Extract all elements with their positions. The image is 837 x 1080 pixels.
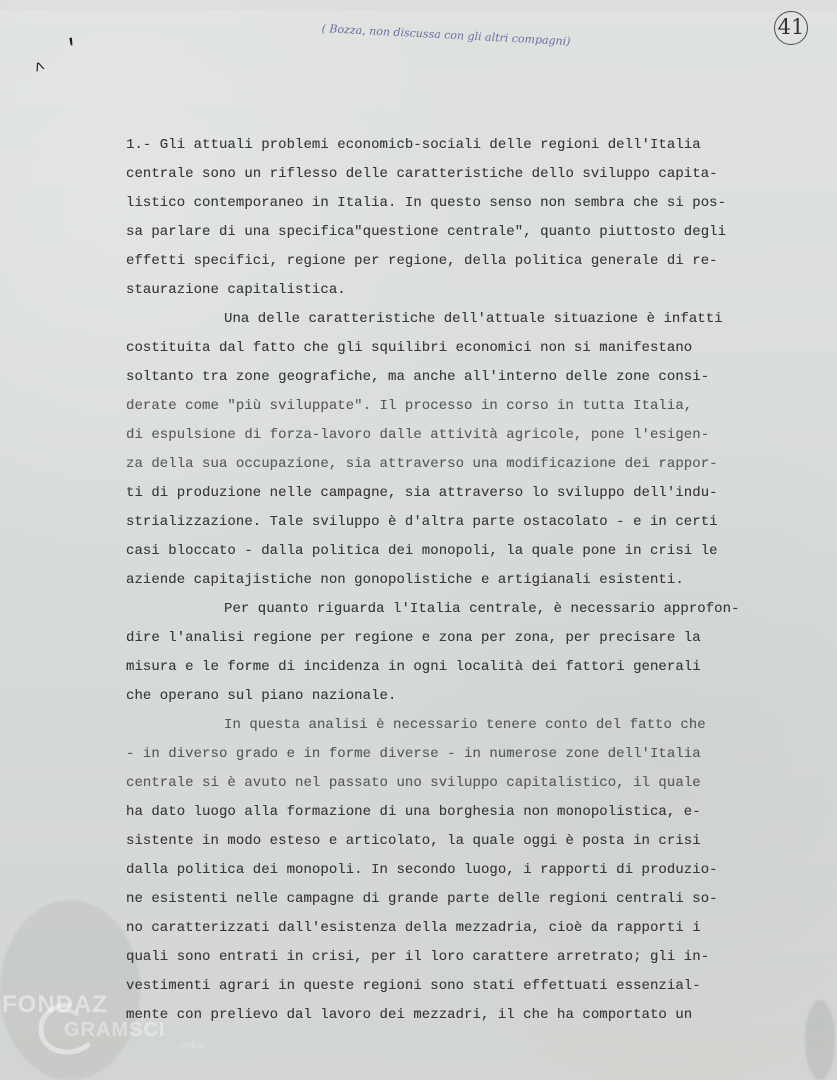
text-line-26: dalla politica dei monopoli. In secondo luogo, i rapporti di produzio- [126,862,718,878]
text-line-21: In questa analisi è necessario tenere conto del fatto che [224,717,706,733]
page-number-circle [774,11,808,45]
page-number: 41 [777,15,805,39]
text-line-5: effetti specifici, regione per regione, della politica generale di re- [126,253,718,269]
text-line-4: sa parlare di una specifica"questione centrale", quanto piuttosto degli [126,224,727,240]
text-line-1: 1.- Gli attuali problemi economicb-sociali delle regioni dell'Italia [126,137,701,153]
marginal-mark-left: ^ [31,58,49,82]
text-line-13: ti di produzione nelle campagne, sia attraverso lo sviluppo dell'indu- [126,485,718,501]
text-line-17: Per quanto riguarda l'Italia centrale, è necessario approfon- [224,601,740,617]
text-line-7: Una delle caratteristiche dell'attuale situazione è infatti [224,311,723,327]
text-line-25: sistente in modo esteso e articolato, la quale oggi è posta in crisi [126,833,701,849]
text-line-11: di espulsione di forza-lavoro dalle attività agricole, pone l'esigen- [126,427,710,443]
text-line-9: soltanto tra zone geografiche, ma anche all'interno delle zone consi- [126,369,710,385]
text-line-12: za della sua occupazione, sia attraverso una modificazione dei rappor- [126,456,718,472]
text-line-29: quali sono entrati in crisi, per il loro carattere arretrato; gli in- [126,949,710,965]
text-line-8: costituita dal fatto che gli squilibri economici non si manifestano [126,340,693,356]
text-line-14: strializzazione. Tale sviluppo è d'altra parte ostacolato - e in certi [126,514,718,530]
paper-shadow-left [0,900,140,1080]
text-line-24: ha dato luogo alla formazione di una borghesia non monopolistica, e- [126,804,701,820]
watermark-line-1: FONDAZ [2,991,108,1018]
paper-top-edge [0,0,837,10]
watermark-line-3: onlus [180,1040,204,1051]
text-line-10: derate come "più sviluppate". Il processo in corso in tutta Italia, [126,398,693,414]
text-line-20: che operano sul piano nazionale. [126,688,397,704]
text-line-6: staurazione capitalistica. [126,282,346,298]
text-line-2: centrale sono un riflesso delle caratteristiche dello sviluppo capita- [126,166,718,182]
text-line-22: - in diverso grado e in forme diverse - in numerose zone dell'Italia [126,746,701,762]
text-line-31: mente con prelievo dal lavoro dei mezzadri, il che ha comportato un [126,1007,693,1023]
text-line-18: dire l'analisi regione per regione e zona per zona, per precisare la [126,630,701,646]
text-line-19: misura e le forme di incidenza in ogni località dei fattori generali [126,659,701,675]
text-line-16: aziende capitajistiche non gonopolistiche e artigianali esistenti. [126,572,684,588]
paper-shadow-right [805,1000,835,1080]
text-line-15: casi bloccato - dalla politica dei monopoli, la quale pone in crisi le [126,543,718,559]
text-line-28: no caratterizzati dall'esistenza della mezzadria, cioè da rapporti i [126,920,701,936]
text-line-27: ne esistenti nelle campagne di grande parte delle regioni centrali so- [126,891,718,907]
marginal-mark-top: ʹ [63,35,82,64]
text-line-30: vestimenti agrari in queste regioni sono stati effettuati essenzial- [126,978,701,994]
text-line-23: centrale si è avuto nel passato uno sviluppo capitalistico, il quale [126,775,701,791]
text-line-3: listico contemporaneo in Italia. In questo senso non sembra che si pos- [126,195,727,211]
handwritten-note: ( Bozza, non discussa con gli altri compagni) [321,22,571,49]
watermark-line-2: GRAMSCI [64,1019,166,1041]
